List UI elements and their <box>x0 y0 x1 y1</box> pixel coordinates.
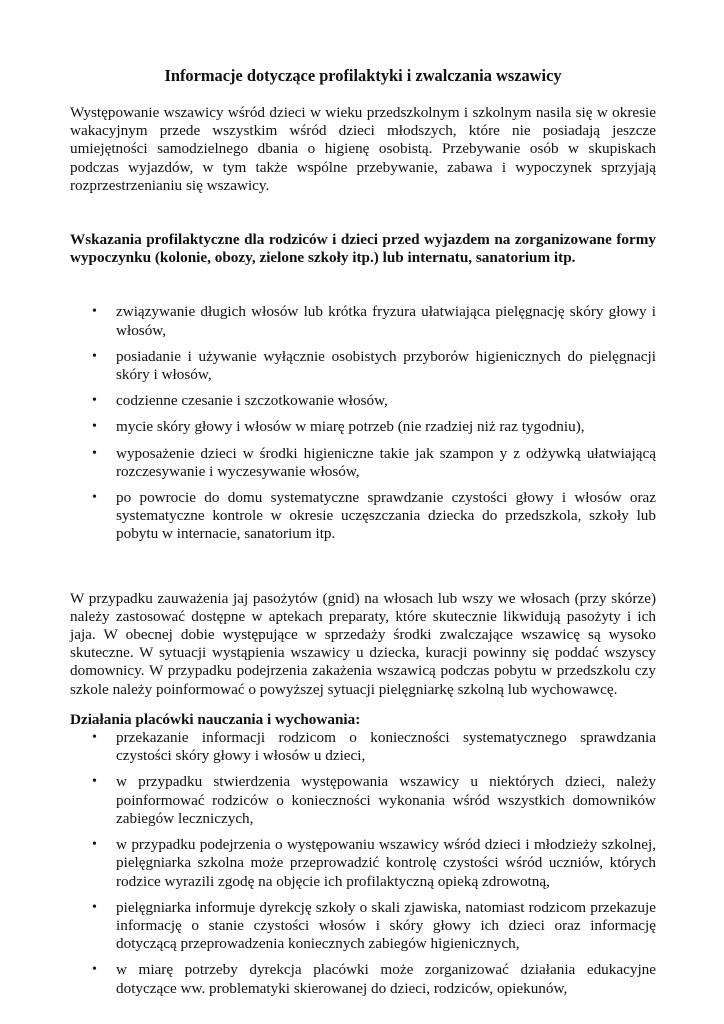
bullet-icon: • <box>92 837 97 853</box>
list-item-text: w miarę potrzeby dyrekcja placówki może zorganizować działania edukacyjne dotyczące ww. problematyki skierowanej do dzieci, rodziców, opiekunów, <box>116 961 656 997</box>
list-item <box>70 773 656 828</box>
list-item <box>70 836 656 891</box>
spacer <box>70 267 656 303</box>
list-item <box>70 418 656 436</box>
list-item-text: wyposażenie dzieci w środki higieniczne takie jak szampon y z odżywką ułatwiającą rozczesywanie i wyczesywanie włosów, <box>116 444 656 480</box>
bullet-icon: • <box>92 419 97 435</box>
spacer <box>70 195 656 231</box>
bullet-icon: • <box>92 490 97 506</box>
list-item <box>70 348 656 384</box>
list-item-text: przekazanie informacji rodzicom o konieczności systematycznego sprawdzania czystości skóry głowy i włosów u dzieci, <box>116 729 656 765</box>
bullet-icon: • <box>92 304 97 320</box>
list-item-text: pielęgniarka informuje dyrekcję szkoły o skali zjawiska, natomiast rodzicom przekazuje informację o stanie czystości włosów i skóry głowy ich dzieci oraz informację dotyczącą przeprowadzenia koniecznych zabiegów higienicznych, <box>116 898 656 953</box>
bullet-icon: • <box>92 348 97 364</box>
section2-paragraph: W przypadku zauważenia jaj pasożytów (gnid) na włosach lub wszy we włosach (przy skórze) należy zastosować dostępne w aptekach preparaty, które skutecznie likwidują pasożyty i ich jaja. W obecnej dobie występujące w sprzedaży środki zwalczające wszawicę są wysoko skuteczne. W sytuacji wystąpienia wszawicy u dziecka, kuracji powinny się poddać wszyscy domownicy. W przypadku podejrzenia zakażenia wszawicą podczas pobytu w przedszkolu czy szkole należy poinformować o powyższej sytuacji pielęgniarkę szkolną lub wychowawcę. <box>70 589 656 698</box>
list-item-text: posiadanie i używanie wyłącznie osobistych przyborów higienicznych do pielęgnacji skóry i włosów, <box>116 347 656 384</box>
bullet-icon: • <box>92 730 97 746</box>
section1-heading: Wskazania profilaktyczne dla rodziców i dzieci przed wyjazdem na zorganizowane formy wypoczynku (kolonie, obozy, zielone szkoły itp.) lub internatu, sanatorium itp. <box>70 231 656 267</box>
bullet-icon: • <box>92 899 97 915</box>
list-item <box>70 303 656 339</box>
list-item <box>70 729 656 765</box>
list-item-text: po powrocie do domu systematyczne sprawdzanie czystości głowy i włosów oraz systematyczne kontrole w okresie uczęszczania dziecka do przedszkola, szkoły lub pobytu w internacie, sanatorium itp. <box>116 489 656 543</box>
spacer <box>70 552 656 590</box>
list-item-text: mycie skóry głowy i włosów w miarę potrzeb (nie rzadziej niż raz tygodniu), <box>116 418 585 436</box>
list-item <box>70 392 656 410</box>
bullet-icon: • <box>92 774 97 790</box>
list-item <box>70 489 656 544</box>
bullet-icon: • <box>92 445 97 461</box>
spacer <box>70 699 656 711</box>
list-item-text: codzienne czesanie i szczotkowanie włosów, <box>116 392 388 410</box>
section3-heading: Działania placówki nauczania i wychowania: <box>70 710 361 728</box>
list-item-text: w przypadku podejrzenia o występowaniu wszawicy wśród dzieci i młodzieży szkolnej, pielęgniarka szkolna może przeprowadzić kontrolę czystości wśród uczniów, których rodzice wyrazili zgodę na objęcie ich profilaktyczną opieką zdrowotną, <box>116 836 656 890</box>
intro-paragraph: Występowanie wszawicy wśród dzieci w wieku przedszkolnym i szkolnym nasila się w okresie wakacyjnym przede wszystkim wśród dzieci młodszych, które nie posiadają jeszcze umiejętności samodzielnego dbania o higienę osobistą. Przebywanie osób w skupiskach podczas wyjazdów, w tym także wspólne przebywanie, zabawa i wypoczynek sprzyjają rozprzestrzenianiu się wszawicy. <box>70 104 656 194</box>
bullet-icon: • <box>92 962 97 978</box>
list-item <box>70 445 656 481</box>
section3-list <box>70 729 656 998</box>
list-item <box>70 899 656 954</box>
list-item-text: związywanie długich włosów lub krótka fryzura ułatwiająca pielęgnację skóry głowy i włosów, <box>116 303 656 339</box>
document-title: Informacje dotyczące profilaktyki i zwalczania wszawicy <box>164 66 562 85</box>
bullet-icon: • <box>92 393 97 409</box>
list-item <box>70 961 656 997</box>
section1-list <box>70 303 656 543</box>
list-item-text: w przypadku stwierdzenia występowania wszawicy u niektórych dzieci, należy poinformować rodziców o konieczności wykonania wśród wszystkich domowników zabiegów leczniczych, <box>116 773 656 827</box>
